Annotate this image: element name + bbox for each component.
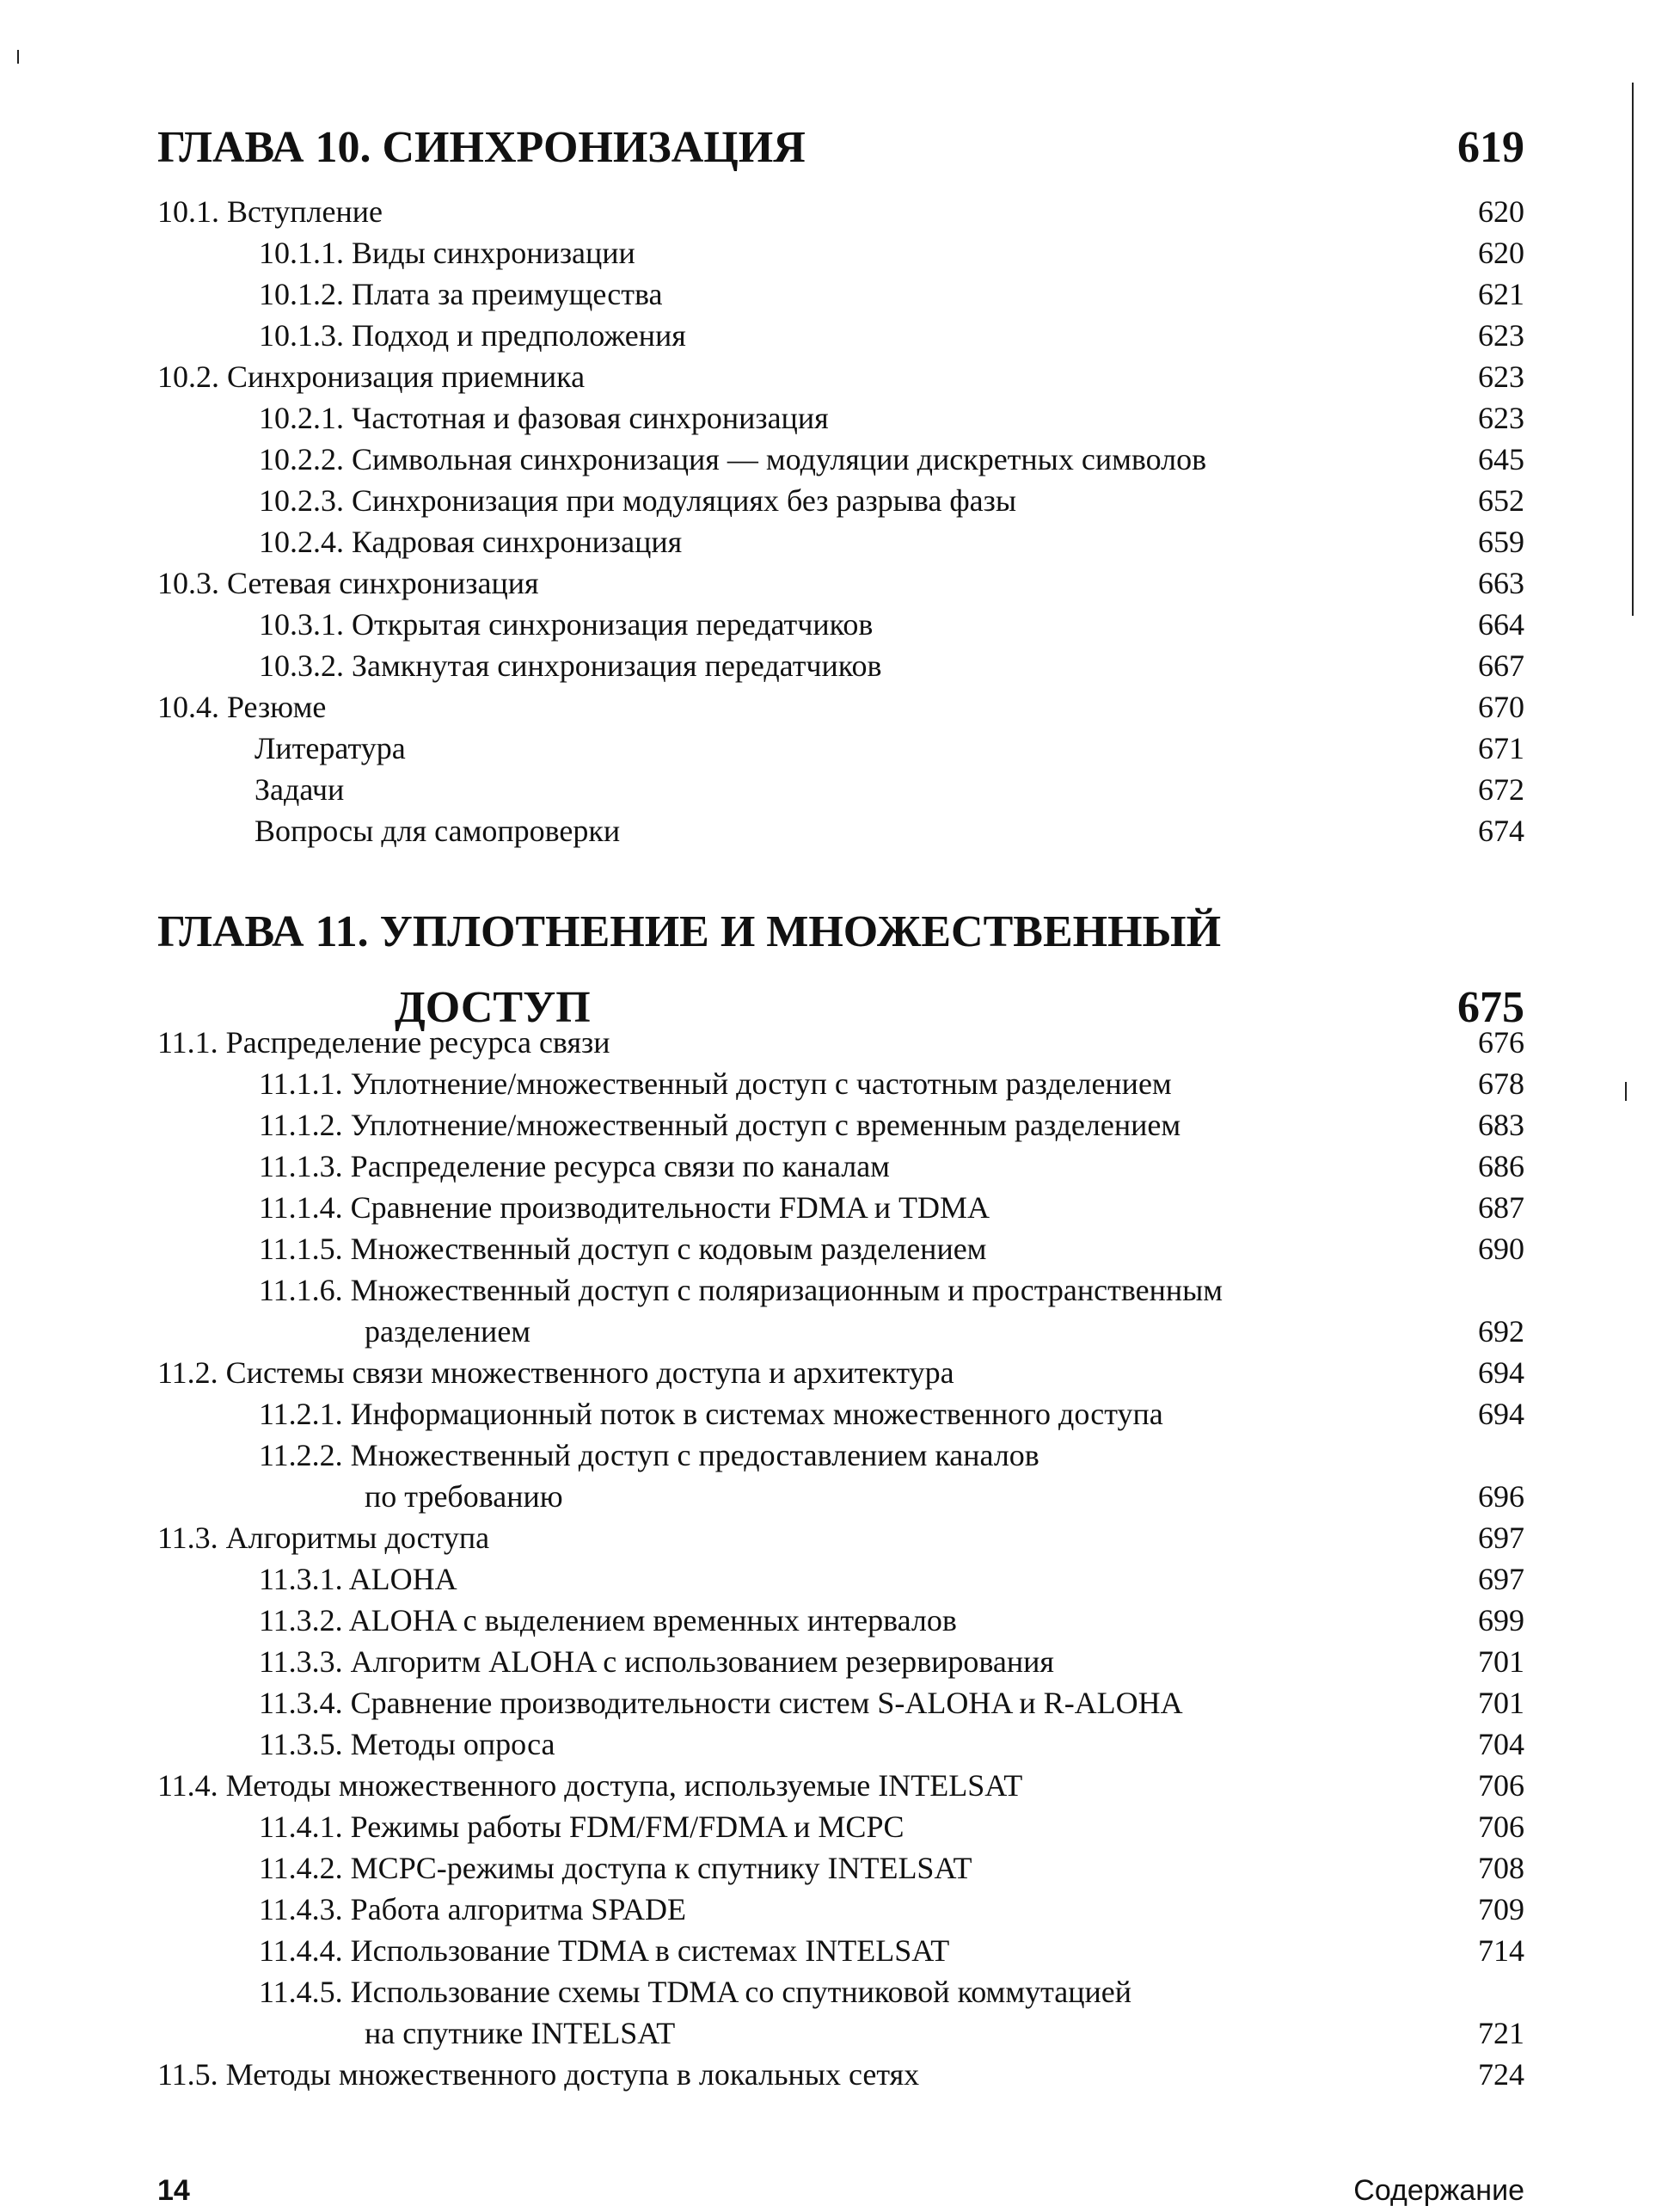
entry-number: 11.1.5.: [259, 1232, 343, 1266]
toc-entry: [157, 439, 1524, 480]
entry-title: Методы множественного доступа в локальных сетях: [225, 2057, 920, 2092]
chapter-10-page: 619: [1457, 123, 1524, 172]
entry-page: 645: [1478, 442, 1524, 476]
toc-entry: [157, 232, 1524, 273]
entry-page: 701: [1478, 1644, 1524, 1679]
toc-entry: [157, 1022, 1524, 1063]
toc-entry: [157, 1435, 1524, 1517]
entry-number: 10.2.3.: [259, 483, 344, 518]
entry-page: 671: [1478, 731, 1524, 765]
entry-page: 709: [1478, 1892, 1524, 1926]
toc-entry: [157, 645, 1524, 686]
entry-number: 11.1.2.: [259, 1108, 343, 1142]
entry-title: Методы опроса: [350, 1727, 555, 1761]
entry-page: 686: [1478, 1149, 1524, 1183]
toc-entry: [157, 1765, 1524, 1806]
toc-entry: [157, 356, 1524, 397]
entry-title: Замкнутая синхронизация передатчиков: [352, 648, 882, 683]
entry-title: Множественный доступ с предоставлением каналов: [350, 1438, 1039, 1472]
entry-number: 10.4.: [157, 690, 219, 724]
entry-title-continued: на спутнике INTELSAT: [365, 2016, 676, 2050]
entry-title: Частотная и фазовая синхронизация: [352, 401, 829, 435]
entry-page: 683: [1478, 1108, 1524, 1142]
entry-page: 704: [1478, 1727, 1524, 1761]
entry-number: 11.5.: [157, 2057, 218, 2092]
entry-title: Множественный доступ с кодовым разделением: [350, 1232, 987, 1266]
entry-number: 11.2.2.: [259, 1438, 343, 1472]
toc-entry: [157, 1269, 1524, 1352]
entry-number: 11.1.6.: [259, 1273, 343, 1307]
entry-number: 11.4.3.: [259, 1892, 343, 1926]
entry-number: 10.2.4.: [259, 525, 344, 559]
chapter-10-title: ГЛАВА 10. СИНХРОНИЗАЦИЯ: [157, 123, 806, 172]
chapter-10-heading: [157, 110, 1524, 186]
entry-title-continued: по требованию: [365, 1479, 563, 1514]
entry-number: 11.2.: [157, 1355, 218, 1390]
entry-title: Плата за преимущества: [352, 277, 663, 311]
toc-entry: [157, 1889, 1524, 1930]
entry-page: 670: [1478, 690, 1524, 724]
entry-number: 11.1.3.: [259, 1149, 343, 1183]
entry-title: MCPC-режимы доступа к спутнику INTELSAT: [350, 1851, 972, 1885]
toc-entry: [157, 562, 1524, 604]
toc-entry: [157, 1930, 1524, 1971]
toc-entry: [157, 1847, 1524, 1889]
toc-entry: [157, 1641, 1524, 1682]
toc-entry: [157, 1724, 1524, 1765]
entry-title: Алгоритм ALOHA с использованием резервирования: [350, 1644, 1054, 1679]
entry-title: Подход и предположения: [352, 318, 686, 353]
entry-number: 11.3.: [157, 1521, 218, 1555]
entry-title: Уплотнение/множественный доступ с частотным разделением: [350, 1066, 1172, 1101]
entry-page: 676: [1478, 1025, 1524, 1060]
entry-page: 663: [1478, 566, 1524, 600]
entry-title: Литература: [254, 731, 406, 765]
entry-title: Сравнение производительности систем S-ALOHA и R-ALOHA: [350, 1686, 1183, 1720]
scan-artifact-line: [1632, 83, 1634, 616]
toc-entry: [157, 521, 1524, 562]
scan-artifact-line: [1625, 1082, 1627, 1101]
entry-title: Уплотнение/множественный доступ с временным разделением: [350, 1108, 1181, 1142]
entry-number: 10.1.1.: [259, 236, 344, 270]
entry-page: 674: [1478, 814, 1524, 848]
entry-number: 11.3.2.: [259, 1603, 343, 1637]
entry-title: Открытая синхронизация передатчиков: [352, 607, 874, 642]
toc-entry: [157, 397, 1524, 439]
toc-entry: [157, 604, 1524, 645]
page-footer: [157, 2169, 1524, 2212]
toc-entry: [157, 480, 1524, 521]
entry-page: 706: [1478, 1810, 1524, 1844]
toc-entry: [157, 1187, 1524, 1228]
entry-page: 701: [1478, 1686, 1524, 1720]
toc-entry: [157, 2054, 1524, 2095]
entry-number: 11.1.4.: [259, 1190, 343, 1225]
chapter-11-page: 675: [1457, 983, 1524, 1032]
toc-entry: [157, 810, 1524, 851]
entry-page: 621: [1478, 277, 1524, 311]
toc-entry: [157, 1558, 1524, 1600]
entry-page: 623: [1478, 318, 1524, 353]
entry-page: 708: [1478, 1851, 1524, 1885]
entry-title: ALOHA: [348, 1562, 457, 1596]
toc-entry: [157, 1517, 1524, 1558]
entry-title: Работа алгоритма SPADE: [350, 1892, 687, 1926]
entry-title: Множественный доступ с поляризационным и пространственным: [350, 1273, 1223, 1307]
entry-number: 10.2.1.: [259, 401, 344, 435]
scan-artifact-line: [17, 50, 19, 64]
entry-page: 697: [1478, 1562, 1524, 1596]
entry-page: 687: [1478, 1190, 1524, 1225]
entry-page: 620: [1478, 236, 1524, 270]
entry-title: Задачи: [254, 772, 345, 807]
entry-title: Синхронизация приемника: [227, 359, 586, 394]
entry-title: Символьная синхронизация — модуляции дискретных символов: [352, 442, 1207, 476]
entry-number: 11.1.1.: [259, 1066, 343, 1101]
footer-section-name: Содержание: [1353, 2174, 1524, 2207]
entry-title: Режимы работы FDM/FM/FDMA и MCPC: [350, 1810, 905, 1844]
entry-page: 694: [1478, 1355, 1524, 1390]
toc-entry: [157, 686, 1524, 728]
entry-title: Информационный поток в системах множественного доступа: [350, 1397, 1163, 1431]
entry-number: 11.3.1.: [259, 1562, 343, 1596]
entry-title: Вопросы для самопроверки: [254, 814, 621, 848]
entry-page: 714: [1478, 1933, 1524, 1968]
entry-page: 664: [1478, 607, 1524, 642]
entry-number: 11.4.4.: [259, 1933, 343, 1968]
toc-entry: [157, 1146, 1524, 1187]
entry-page: 694: [1478, 1397, 1524, 1431]
entry-page: 623: [1478, 359, 1524, 394]
entry-page: 724: [1478, 2057, 1524, 2092]
toc-entry: [157, 1352, 1524, 1393]
entry-title: Виды синхронизации: [352, 236, 635, 270]
entry-page: 699: [1478, 1603, 1524, 1637]
entry-title: Использование схемы TDMA со спутниковой коммутацией: [350, 1975, 1132, 2009]
entry-page: 706: [1478, 1768, 1524, 1803]
chapter-11-toc: [157, 1022, 1524, 2095]
chapter-11-title-line2: ДОСТУП: [395, 983, 591, 1032]
entry-number: 11.1.: [157, 1025, 218, 1060]
toc-entry: [157, 1063, 1524, 1104]
entry-page: 697: [1478, 1521, 1524, 1555]
toc-entry: [157, 1393, 1524, 1435]
entry-title: Распределение ресурса связи: [225, 1025, 610, 1060]
entry-title: Использование TDMA в системах INTELSAT: [350, 1933, 950, 1968]
entry-page: 690: [1478, 1232, 1524, 1266]
toc-entry: [157, 1104, 1524, 1146]
entry-page: 623: [1478, 401, 1524, 435]
entry-page: 692: [1478, 1314, 1524, 1349]
entry-title: Синхронизация при модуляциях без разрыва фазы: [352, 483, 1017, 518]
entry-title: Системы связи множественного доступа и архитектура: [225, 1355, 954, 1390]
entry-number: 11.4.2.: [259, 1851, 343, 1885]
entry-title: Резюме: [227, 690, 327, 724]
entry-title: Сетевая синхронизация: [227, 566, 539, 600]
entry-number: 11.4.: [157, 1768, 218, 1803]
toc-entry: [157, 315, 1524, 356]
entry-title: Вступление: [227, 194, 383, 229]
entry-page: 659: [1478, 525, 1524, 559]
entry-page: 652: [1478, 483, 1524, 518]
entry-number: 10.2.2.: [259, 442, 344, 476]
entry-title: Алгоритмы доступа: [225, 1521, 490, 1555]
entry-number: 10.3.2.: [259, 648, 344, 683]
entry-number: 10.3.1.: [259, 607, 344, 642]
entry-number: 11.4.1.: [259, 1810, 343, 1844]
toc-entry: [157, 1600, 1524, 1641]
toc-entry: [157, 1228, 1524, 1269]
toc-entry: [157, 273, 1524, 315]
toc-entry: [157, 191, 1524, 232]
entry-title: Кадровая синхронизация: [352, 525, 683, 559]
toc-entry: [157, 1806, 1524, 1847]
entry-title: Методы множественного доступа, используемые INTELSAT: [225, 1768, 1023, 1803]
entry-number: 11.2.1.: [259, 1397, 343, 1431]
entry-page: 721: [1478, 2016, 1524, 2050]
entry-number: 10.2.: [157, 359, 219, 394]
entry-page: 667: [1478, 648, 1524, 683]
entry-number: 11.3.3.: [259, 1644, 343, 1679]
entry-number: 11.3.5.: [259, 1727, 343, 1761]
toc-entry: [157, 728, 1524, 769]
entry-number: 11.4.5.: [259, 1975, 343, 2009]
toc-entry: [157, 769, 1524, 810]
entry-page: 678: [1478, 1066, 1524, 1101]
toc-entry: [157, 1682, 1524, 1724]
chapter-10-toc: [157, 191, 1524, 851]
entry-page: 696: [1478, 1479, 1524, 1514]
entry-number: 10.3.: [157, 566, 219, 600]
entry-title: Распределение ресурса связи по каналам: [350, 1149, 890, 1183]
entry-number: 11.3.4.: [259, 1686, 343, 1720]
entry-number: 10.1.3.: [259, 318, 344, 353]
entry-title: Сравнение производительности FDMA и TDMA: [350, 1190, 990, 1225]
entry-number: 10.1.2.: [259, 277, 344, 311]
entry-title: ALOHA с выделением временных интервалов: [348, 1603, 957, 1637]
toc-entry: [157, 1971, 1524, 2054]
entry-page: 620: [1478, 194, 1524, 229]
entry-title-continued: разделением: [365, 1314, 531, 1349]
entry-page: 672: [1478, 772, 1524, 807]
chapter-11-title-line1: ГЛАВА 11. УПЛОТНЕНИЕ И МНОЖЕСТВЕННЫЙ: [157, 907, 1222, 956]
entry-number: 10.1.: [157, 194, 219, 229]
footer-page-number: 14: [157, 2174, 190, 2207]
